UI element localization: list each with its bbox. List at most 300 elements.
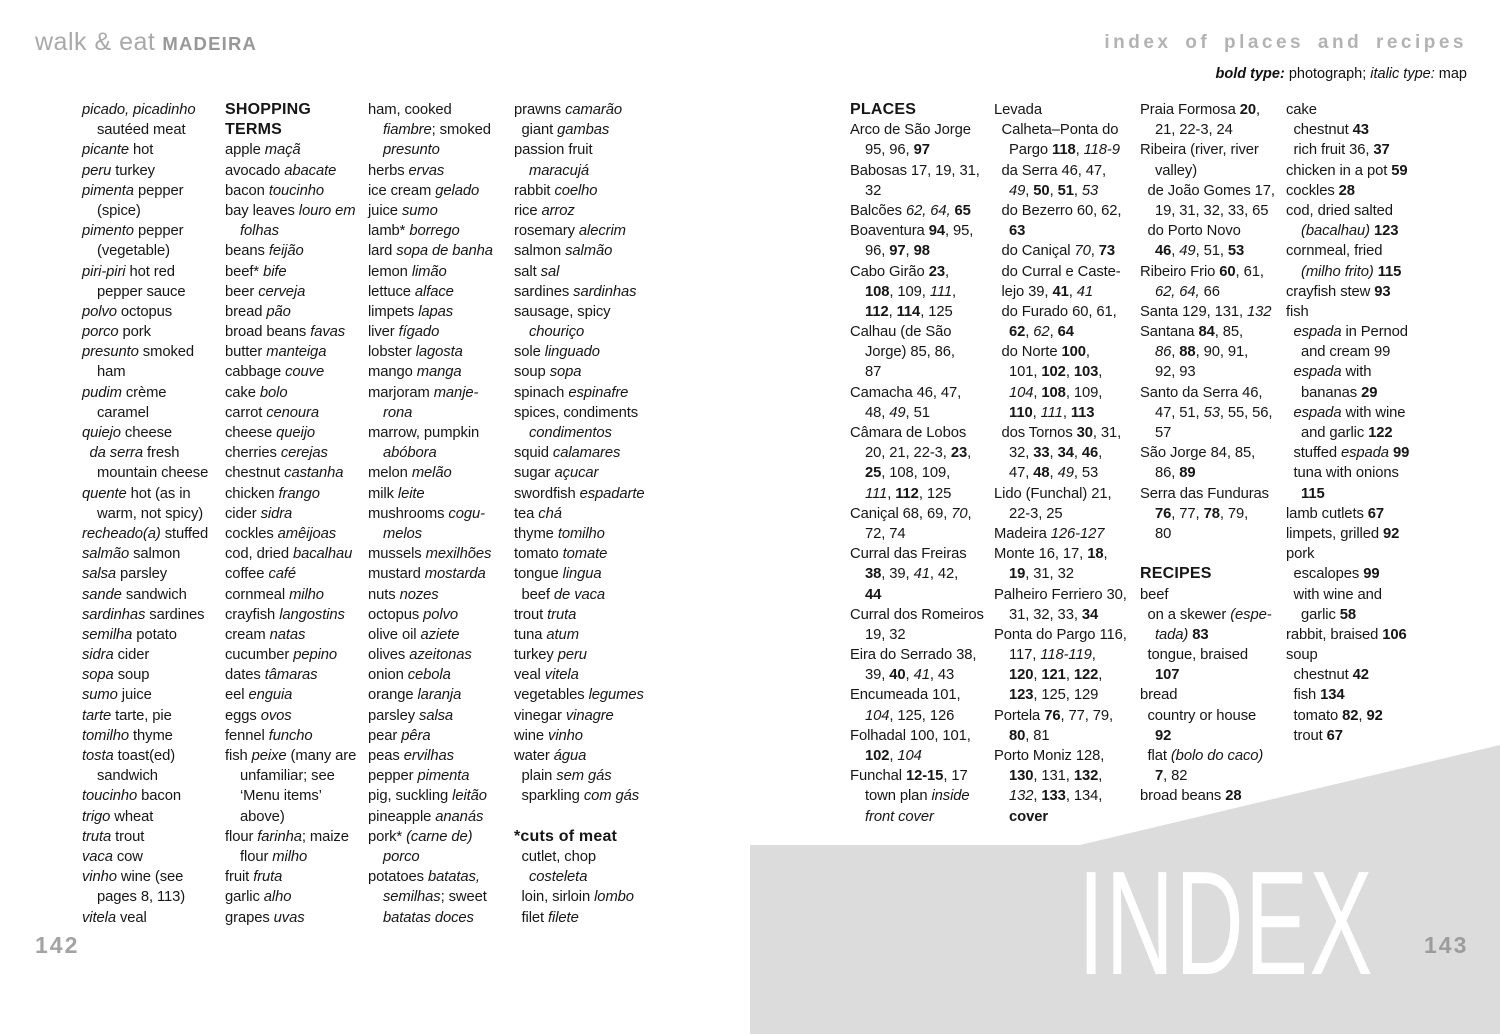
index-line: Praia Formosa 20, (1140, 102, 1261, 118)
index-line: tomato tomate (514, 546, 608, 563)
index-line: lard sopa de banha (368, 243, 493, 260)
index-line: prawns camarão (514, 102, 622, 118)
index-line: olives azeitonas (368, 647, 472, 664)
index-line: cockles amêijoas (225, 525, 337, 542)
index-line: marrow, pumpkin (368, 425, 480, 441)
big-index-watermark: INDEX (1078, 841, 1374, 1006)
index-line: sardines sardinhas (514, 283, 637, 300)
index-line: peru turkey (82, 162, 155, 179)
index-column-shopping-terms-a-g (225, 100, 356, 928)
index-line: onion cebola (368, 667, 451, 684)
index-line: 101, 102, 103, (1009, 364, 1103, 381)
index-line: trout 67 (1293, 727, 1343, 744)
index-line: beef (1140, 586, 1169, 603)
index-line: swordfish espadarte (514, 485, 645, 502)
index-line: TERMS (225, 121, 282, 139)
index-line: cream natas (225, 626, 306, 643)
index-line: porco (383, 848, 420, 865)
index-line: limpets lapas (368, 303, 454, 320)
page-title: index of places and recipes (1104, 32, 1467, 53)
index-line: liver fígado (368, 324, 440, 341)
index-line: and cream 99 (1301, 344, 1391, 361)
index-line: 102, 104 (865, 748, 922, 764)
index-line: Porto Moniz 128, (994, 748, 1105, 764)
index-line: Pargo 118, 118-9 (1009, 142, 1120, 159)
index-line: pimento pepper (82, 223, 184, 240)
page-number-left: 142 (35, 932, 80, 958)
index-line: rabbit, braised 106 (1286, 626, 1407, 643)
index-line: coffee café (225, 566, 297, 583)
index-line: cheese queijo (225, 425, 316, 441)
index-line: pepper pimenta (368, 768, 470, 785)
index-line: with wine and (1293, 586, 1382, 603)
index-line: RECIPES (1140, 565, 1212, 583)
index-line: and garlic 122 (1301, 425, 1393, 441)
index-line: cider sidra (225, 505, 293, 522)
index-line: Curral das Freiras (850, 546, 967, 563)
index-line: chicken frango (225, 485, 320, 502)
index-line: 31, 32, 33, 34 (1009, 606, 1099, 623)
index-line: rice arroz (514, 202, 575, 219)
index-line: cake (1286, 102, 1317, 118)
index-line: recheado(a) stuffed (82, 525, 209, 542)
index-line: sumo juice (82, 687, 152, 704)
index-line: 76, 77, 78, 79, (1155, 505, 1249, 522)
index-line (1140, 544, 1275, 564)
index-line: 87 (865, 364, 882, 381)
index-line: lejo 39, 41, 41 (1001, 283, 1093, 300)
index-line: dates tâmaras (225, 667, 318, 684)
index-line: 96, 97, 98 (865, 243, 930, 260)
legend-bold-desc: photograph; (1284, 66, 1371, 82)
index-line: 120, 121, 122, (1009, 667, 1103, 684)
index-line: spices, condiments (514, 404, 639, 421)
type-legend (1216, 66, 1467, 82)
index-line: olive oil aziete (368, 626, 460, 643)
index-line: flour milho (240, 848, 308, 865)
index-line: Monte 16, 17, 18, (994, 546, 1108, 563)
index-line: 19, 32 (865, 626, 906, 643)
index-line: beef de vaca (521, 586, 606, 603)
index-line: cutlet, chop (521, 848, 596, 865)
index-line: carrot cenoura (225, 404, 320, 421)
index-line: 19, 31, 32 (1009, 566, 1074, 583)
index-line: mussels mexilhões (368, 546, 492, 563)
index-line: Encumeada 101, (850, 687, 961, 704)
index-line: herbs ervas (368, 162, 445, 179)
index-line: Ribeiro Frio 60, 61, (1140, 263, 1264, 280)
index-line: ‘Menu items’ (240, 788, 322, 805)
index-line: 117, 118-119, (1009, 647, 1096, 664)
index-line: pig, suckling leitão (368, 788, 487, 805)
index-line: sande sandwich (82, 586, 187, 603)
index-line: truta trout (82, 828, 145, 845)
index-line: mountain cheese (97, 465, 209, 482)
index-line: vinegar vinagre (514, 707, 614, 724)
index-line: orange laranja (368, 687, 462, 704)
index-line: 47, 51, 53, 55, 56, (1155, 404, 1273, 421)
index-line: sautéed meat (97, 122, 186, 139)
index-line: 19, 31, 32, 33, 65 (1155, 202, 1269, 219)
index-line: chouriço (529, 324, 585, 341)
index-line: town plan inside (865, 788, 970, 805)
index-line: sparkling com gás (521, 788, 640, 805)
index-line: garlic alho (225, 889, 292, 906)
index-line: turkey peru (514, 647, 587, 664)
index-line: cornmeal, fried (1286, 243, 1383, 260)
index-line: espada with (1293, 364, 1372, 381)
brand-madeira: MADEIRA (162, 33, 258, 54)
index-line: ham (97, 364, 126, 381)
index-line: folhas (240, 223, 279, 240)
index-line: flour farinha; maize (225, 828, 349, 845)
index-line: cornmeal milho (225, 586, 324, 603)
index-line: tarte tarte, pie (82, 707, 172, 724)
index-line: fennel funcho (225, 727, 313, 744)
index-line: *cuts of meat (514, 827, 618, 845)
index-line: unfamiliar; see (240, 768, 335, 785)
index-line: sandwich (97, 768, 158, 785)
index-line: cake bolo (225, 384, 288, 401)
index-line: quiejo cheese (82, 425, 173, 441)
index-line: fiambre; smoked (383, 122, 491, 139)
index-line: do Bezerro 60, 62, (1001, 202, 1122, 219)
index-line: (milho frito) 115 (1301, 263, 1402, 280)
index-column-places-recipes (1140, 100, 1275, 807)
index-line: salmão salmon (82, 546, 181, 563)
index-line: (bacalhau) 123 (1301, 223, 1399, 240)
index-line: Madeira 126-127 (994, 525, 1105, 542)
index-line: Levada (994, 102, 1042, 118)
index-line: fruit fruta (225, 869, 283, 886)
index-line: pudim crème (82, 384, 167, 401)
index-line: milk leite (368, 485, 425, 502)
index-line: fish (1286, 303, 1309, 320)
index-line: trigo wheat (82, 808, 154, 825)
index-column-recipes-c-t (1286, 100, 1409, 746)
index-line: crayfish langostins (225, 606, 345, 623)
index-line: grapes uvas (225, 909, 305, 926)
index-line: polvo octopus (82, 303, 173, 320)
index-line: cod, dried salted (1286, 202, 1393, 219)
index-line: 20, 21, 22-3, 23, (865, 445, 972, 462)
index-line: 22-3, 25 (1009, 505, 1063, 522)
index-line: piri-piri hot red (82, 263, 175, 280)
index-line: butter manteiga (225, 344, 327, 361)
index-line: nuts nozes (368, 586, 439, 603)
index-line: fish peixe (many are (225, 748, 357, 764)
index-line: Portela 76, 77, 79, (994, 707, 1114, 724)
index-line: Folhadal 100, 101, (850, 727, 971, 744)
index-line: peas ervilhas (368, 748, 454, 764)
index-line: on a skewer (espe- (1147, 606, 1272, 623)
index-line: bread pão (225, 303, 291, 320)
index-line: tomilho thyme (82, 727, 173, 744)
index-line: da serra fresh (89, 445, 180, 462)
index-line: bay leaves louro em (225, 202, 356, 219)
index-line: giant gambas (521, 122, 610, 139)
index-line: rich fruit 36, 37 (1293, 142, 1390, 159)
index-line: 92 (1155, 727, 1172, 744)
index-line: avocado abacate (225, 162, 337, 179)
index-line: thyme tomilho (514, 525, 605, 542)
index-line: fish 134 (1293, 687, 1345, 704)
index-line: chestnut 43 (1293, 122, 1369, 139)
index-line: 132, 133, 134, (1009, 788, 1103, 805)
index-line: sugar açucar (514, 465, 599, 482)
index-line: tomato 82, 92 (1293, 707, 1383, 724)
index-line: 44 (865, 586, 882, 603)
index-line: sopa soup (82, 667, 150, 684)
index-line: presunto (383, 142, 440, 159)
index-line: espada in Pernod (1293, 324, 1408, 341)
index-line: rabbit coelho (514, 182, 598, 199)
index-line: salsa parsley (82, 566, 168, 583)
index-line: 25, 108, 109, (865, 465, 951, 482)
index-line: abóbora (383, 445, 437, 462)
index-line: vaca cow (82, 848, 143, 865)
index-line: 86, 89 (1155, 465, 1196, 482)
index-line: rosemary alecrim (514, 223, 626, 240)
index-line: pepper sauce (97, 283, 186, 300)
index-line: quente hot (as in (82, 485, 191, 502)
index-line: tea chá (514, 505, 562, 522)
index-line: 48, 49, 51 (865, 404, 930, 421)
index-line: salmon salmão (514, 243, 613, 260)
index-line: caramel (97, 404, 149, 421)
index-line: lemon limão (368, 263, 447, 280)
index-line: pear pêra (368, 727, 431, 744)
index-line: costeleta (529, 869, 588, 886)
index-line: melon melão (368, 465, 452, 482)
index-line: semilha potato (82, 626, 177, 643)
index-line: 72, 74 (865, 525, 906, 542)
index-line: sidra cider (82, 647, 150, 664)
index-line: São Jorge 84, 85, (1140, 445, 1256, 462)
brand-walk-and-eat: walk & eat (35, 28, 156, 56)
index-line: Santo da Serra 46, (1140, 384, 1263, 401)
index-line: semilhas; sweet (383, 889, 487, 906)
index-line: cover (1009, 808, 1048, 825)
index-line: mustard mostarda (368, 566, 486, 583)
index-line: Arco de São Jorge (850, 122, 971, 139)
index-line: spinach espinafre (514, 384, 629, 401)
index-line: (vegetable) (97, 243, 170, 260)
index-line: octopus polvo (368, 606, 459, 623)
index-line: cucumber pepino (225, 647, 338, 664)
index-line: 110, 111, 113 (1009, 404, 1095, 421)
index-line: Santa 129, 131, 132 (1140, 303, 1272, 320)
index-line: Santana 84, 85, (1140, 324, 1244, 341)
index-line: juice sumo (368, 202, 438, 219)
legend-italic-desc: map (1434, 66, 1467, 82)
index-line: beef* bife (225, 263, 287, 280)
index-line: 21, 22-3, 24 (1155, 122, 1233, 139)
index-line: tongue lingua (514, 566, 602, 583)
index-line: 86, 88, 90, 91, (1155, 344, 1249, 361)
index-line: soup (1286, 647, 1318, 664)
index-line: lettuce alface (368, 283, 454, 300)
index-line: 107 (1155, 667, 1180, 684)
index-line: do Furado 60, 61, (1001, 303, 1117, 320)
index-line: passion fruit (514, 142, 593, 159)
index-line: limpets, grilled 92 (1286, 525, 1400, 542)
index-line: crayfish stew 93 (1286, 283, 1391, 300)
index-line: 39, 40, 41, 43 (865, 667, 955, 684)
index-line: 46, 49, 51, 53 (1155, 243, 1245, 260)
index-line: trout truta (514, 606, 577, 623)
index-line: Cabo Girão 23, (850, 263, 949, 280)
index-line: ham, cooked (368, 102, 452, 118)
index-line: above) (240, 808, 285, 825)
index-line: beer cerveja (225, 283, 306, 300)
index-line: soup sopa (514, 364, 582, 381)
index-column-shopping-terms-p-cuts (514, 100, 645, 928)
index-line: 115 (1301, 485, 1325, 502)
index-line: PLACES (850, 101, 917, 118)
index-line: 104, 125, 126 (865, 707, 955, 724)
index-line: mango manga (368, 364, 462, 381)
index-line: Ribeira (river, river (1140, 142, 1259, 159)
index-line: chicken in a pot 59 (1286, 162, 1408, 179)
index-line: 62, 64, 66 (1155, 283, 1220, 300)
index-line: lamb* borrego (368, 223, 460, 240)
index-line: lamb cutlets 67 (1286, 505, 1385, 522)
index-line (514, 807, 645, 827)
index-line: parsley salsa (368, 707, 454, 724)
index-line: 108, 109, 111, (865, 283, 957, 300)
index-line: toucinho bacon (82, 788, 181, 805)
index-line: potatoes batatas, (368, 869, 480, 886)
index-line: 130, 131, 132, (1009, 768, 1103, 785)
index-line: 32 (865, 182, 882, 199)
index-line: Jorge) 85, 86, (865, 344, 955, 361)
index-line: presunto smoked (82, 344, 195, 361)
index-line: cabbage couve (225, 364, 325, 381)
index-line: Câmara de Lobos (850, 425, 967, 441)
index-line: Calhau (de São (850, 324, 952, 341)
index-line: 80 (1155, 525, 1172, 542)
index-line: Calheta–Ponta do (1001, 122, 1119, 139)
index-line: Boaventura 94, 95, (850, 223, 974, 240)
index-line: melos (383, 525, 422, 542)
index-line: maracujá (529, 162, 590, 179)
index-line: 62, 62, 64 (1009, 324, 1074, 341)
index-line: batatas doces (383, 909, 474, 926)
index-line: 112, 114, 125 (865, 303, 953, 320)
index-line: 49, 50, 51, 53 (1009, 182, 1099, 199)
index-line: porco pork (82, 324, 151, 341)
index-line: 80, 81 (1009, 727, 1050, 744)
index-line: plain sem gás (521, 768, 612, 785)
index-line: 95, 96, 97 (865, 142, 930, 159)
index-line: vegetables legumes (514, 687, 644, 704)
index-line: tuna atum (514, 626, 579, 643)
index-line: vinho wine (see (82, 869, 184, 886)
index-line: Camacha 46, 47, (850, 384, 962, 401)
index-line: wine vinho (514, 727, 583, 744)
index-line: da Serra 46, 47, (1001, 162, 1107, 179)
index-line: mushrooms cogu- (368, 505, 485, 522)
index-line: chestnut castanha (225, 465, 344, 482)
page-number-right: 143 (1424, 932, 1469, 958)
index-line: sardinhas sardines (82, 606, 205, 623)
index-line: flat (bolo do caco) (1147, 748, 1264, 764)
index-line: picado, picadinho (82, 102, 196, 118)
index-line: 92, 93 (1155, 364, 1196, 381)
index-line: cockles 28 (1286, 182, 1355, 199)
index-line: tada) 83 (1155, 626, 1209, 643)
index-line: marjoram manje- (368, 384, 479, 401)
index-line: salt sal (514, 263, 560, 280)
index-line: pimenta pepper (82, 182, 184, 199)
index-line: cherries cerejas (225, 445, 328, 462)
index-line: apple maçã (225, 142, 301, 159)
index-line: squid calamares (514, 445, 621, 462)
index-line: escalopes 99 (1293, 566, 1380, 583)
legend-bold-label: bold type: (1215, 66, 1285, 82)
index-line: chestnut 42 (1293, 667, 1369, 684)
index-line: rona (383, 404, 413, 421)
index-line: do Porto Novo (1147, 223, 1241, 240)
index-line: do Caniçal 70, 73 (1001, 243, 1115, 260)
index-line: pineapple ananás (368, 808, 484, 825)
index-line: de João Gomes 17, (1147, 182, 1275, 199)
index-line: tongue, braised (1147, 647, 1249, 664)
index-column-shopping-terms-h-p (368, 100, 493, 928)
index-line: bananas 29 (1301, 384, 1378, 401)
index-line: Babosas 17, 19, 31, (850, 162, 980, 179)
index-line: loin, sirloin lombo (521, 889, 634, 906)
index-line: eel enguia (225, 687, 293, 704)
index-line: 7, 82 (1155, 768, 1188, 785)
index-line: 123, 125, 129 (1009, 687, 1099, 704)
index-line: pages 8, 113) (97, 889, 186, 906)
index-line: Balcões 62, 64, 65 (850, 202, 971, 219)
index-line: eggs ovos (225, 707, 292, 724)
index-line: Caniçal 68, 69, 70, (850, 505, 972, 522)
index-line: valley) (1155, 162, 1198, 179)
index-line: garlic 58 (1301, 606, 1357, 623)
index-line: SHOPPING (225, 101, 312, 118)
index-line: tosta toast(ed) (82, 748, 176, 764)
book-brand (35, 28, 257, 57)
index-line: (spice) (97, 202, 141, 219)
index-line: do Curral e Caste- (1001, 263, 1121, 280)
index-line: beans feijão (225, 243, 304, 260)
index-line: 38, 39, 41, 42, (865, 566, 959, 583)
index-line: vitela veal (82, 909, 147, 926)
index-line: Ponta do Pargo 116, (994, 626, 1127, 643)
index-line: bacon toucinho (225, 182, 324, 199)
index-line: Curral dos Romeiros (850, 606, 984, 623)
index-line: bread (1140, 687, 1178, 704)
index-line: 111, 112, 125 (865, 485, 952, 502)
index-line: warm, not spicy) (97, 505, 204, 522)
index-line: Lido (Funchal) 21, (994, 485, 1112, 502)
index-column-places-levada-porto (994, 100, 1127, 827)
index-line: veal vitela (514, 667, 579, 684)
index-line: filet filete (521, 909, 579, 926)
index-line: tuna with onions (1293, 465, 1399, 482)
index-line: pork (1286, 546, 1315, 563)
index-line: front cover (865, 808, 934, 825)
index-line: 63 (1009, 223, 1026, 240)
index-line: broad beans 28 (1140, 788, 1242, 805)
index-line: lobster lagosta (368, 344, 463, 361)
index-line: Palheiro Ferriero 30, (994, 586, 1127, 603)
index-line: picante hot (82, 142, 154, 159)
